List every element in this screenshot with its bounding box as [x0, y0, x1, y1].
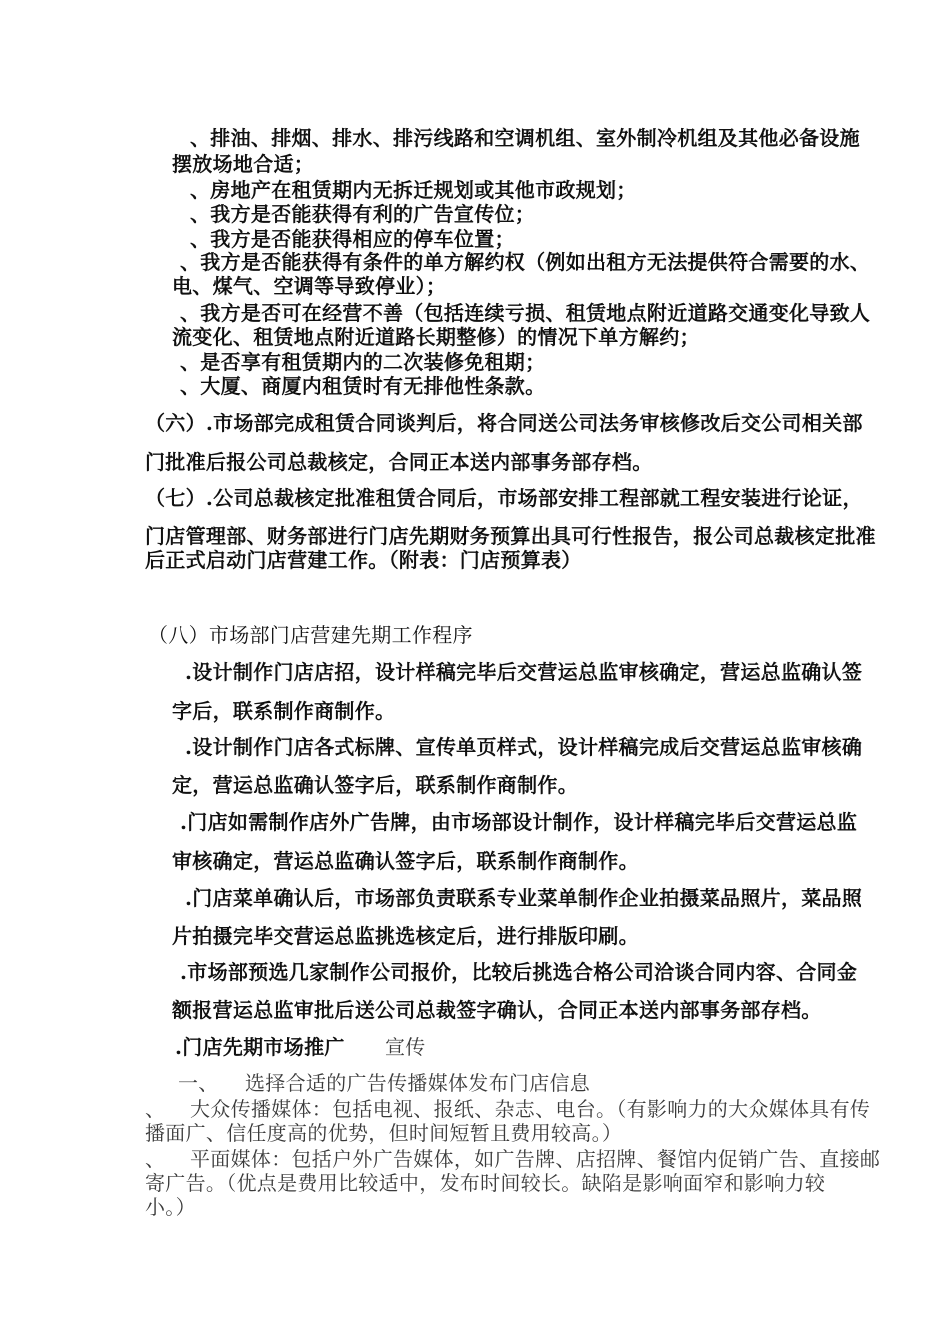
section-heading: （七）.公司总裁核定批准租赁合同后，市场部安排工程部就工程安装进行论证，	[145, 486, 863, 510]
text-line: 门批准后报公司总裁核定，合同正本送内部事务部存档。	[145, 450, 653, 474]
text-line: 电、煤气、空调等导致停业）；	[172, 274, 447, 298]
text-line: 播面广、信任度高的优势，但时间短暂且费用较高。）	[145, 1121, 623, 1145]
text-line: 、排油、排烟、排水、排污线路和空调机组、室外制冷机组及其他必备设施	[190, 126, 860, 150]
text-line: 选择合适的广告传播媒体发布门店信息	[245, 1071, 591, 1095]
text-line: 摆放场地合适；	[172, 152, 315, 176]
text-line: 、房地产在租赁期内无拆迁规划或其他市政规划；	[190, 178, 637, 202]
list-marker: 、	[145, 1097, 166, 1121]
text-line: .门店先期市场推广	[175, 1035, 345, 1059]
list-marker: 、	[145, 1147, 166, 1171]
text-line: 、我方是否能获得有条件的单方解约权（例如出租方无法提供符合需要的水、	[180, 250, 871, 274]
text-line: 定，营运总监确认签字后，联系制作商制作。	[172, 773, 578, 797]
text-line: 平面媒体：包括户外广告媒体，如广告牌、店招牌、餐馆内促销广告、直接邮	[190, 1147, 881, 1171]
text-line: 字后，联系制作商制作。	[172, 699, 396, 723]
text-line: 寄广告。（优点是费用比较适中，发布时间较长。缺陷是影响面窄和影响力较	[145, 1171, 826, 1195]
text-line: 、我方是否能获得有利的广告宣传位；	[190, 202, 536, 226]
text-line: 、大厦、商厦内租赁时有无排他性条款。	[180, 374, 546, 398]
text-line: .设计制作门店各式标牌、宣传单页样式，设计样稿完成后交营运总监审核确	[185, 735, 863, 759]
text-line: .市场部预选几家制作公司报价，比较后挑选合格公司洽谈合同内容、合同金	[180, 960, 858, 984]
text-line: 门店管理部、财务部进行门店先期财务预算出具可行性报告，报公司总裁核定批准	[145, 524, 876, 548]
text-line: 流变化、租赁地点附近道路长期整修）的情况下单方解约；	[172, 325, 700, 349]
list-marker: 一、	[178, 1071, 219, 1095]
text-line: 、我方是否可在经营不善（包括连续亏损、租赁地点附近道路交通变化导致人	[180, 301, 871, 325]
text-line: 宣传	[385, 1035, 426, 1059]
text-line: 审核确定，营运总监确认签字后，联系制作商制作。	[172, 849, 639, 873]
text-line: 、我方是否能获得相应的停车位置；	[190, 227, 515, 251]
text-line: .门店如需制作店外广告牌，由市场部设计制作，设计样稿完毕后交营运总监	[180, 810, 858, 834]
text-line: 后正式启动门店营建工作。（附表：门店预算表）	[145, 548, 582, 572]
text-line: 片拍摄完毕交营运总监挑选核定后，进行排版印刷。	[172, 924, 639, 948]
section-heading: （八）市场部门店营建先期工作程序	[148, 623, 473, 647]
text-line: 额报营运总监审批后送公司总裁签字确认，合同正本送内部事务部存档。	[172, 998, 822, 1022]
text-line: .设计制作门店店招，设计样稿完毕后交营运总监审核确定，营运总监确认签	[185, 660, 863, 684]
section-heading: （六）.市场部完成租赁合同谈判后，将合同送公司法务审核修改后交公司相关部	[145, 411, 863, 435]
text-line: 、是否享有租赁期内的二次装修免租期；	[180, 350, 546, 374]
text-line: 大众传播媒体：包括电视、报纸、杂志、电台。（有影响力的大众媒体具有传	[190, 1097, 871, 1121]
text-line: .门店菜单确认后，市场部负责联系专业菜单制作企业拍摄菜品照片，菜品照	[185, 886, 863, 910]
text-line: 小。）	[145, 1195, 196, 1219]
